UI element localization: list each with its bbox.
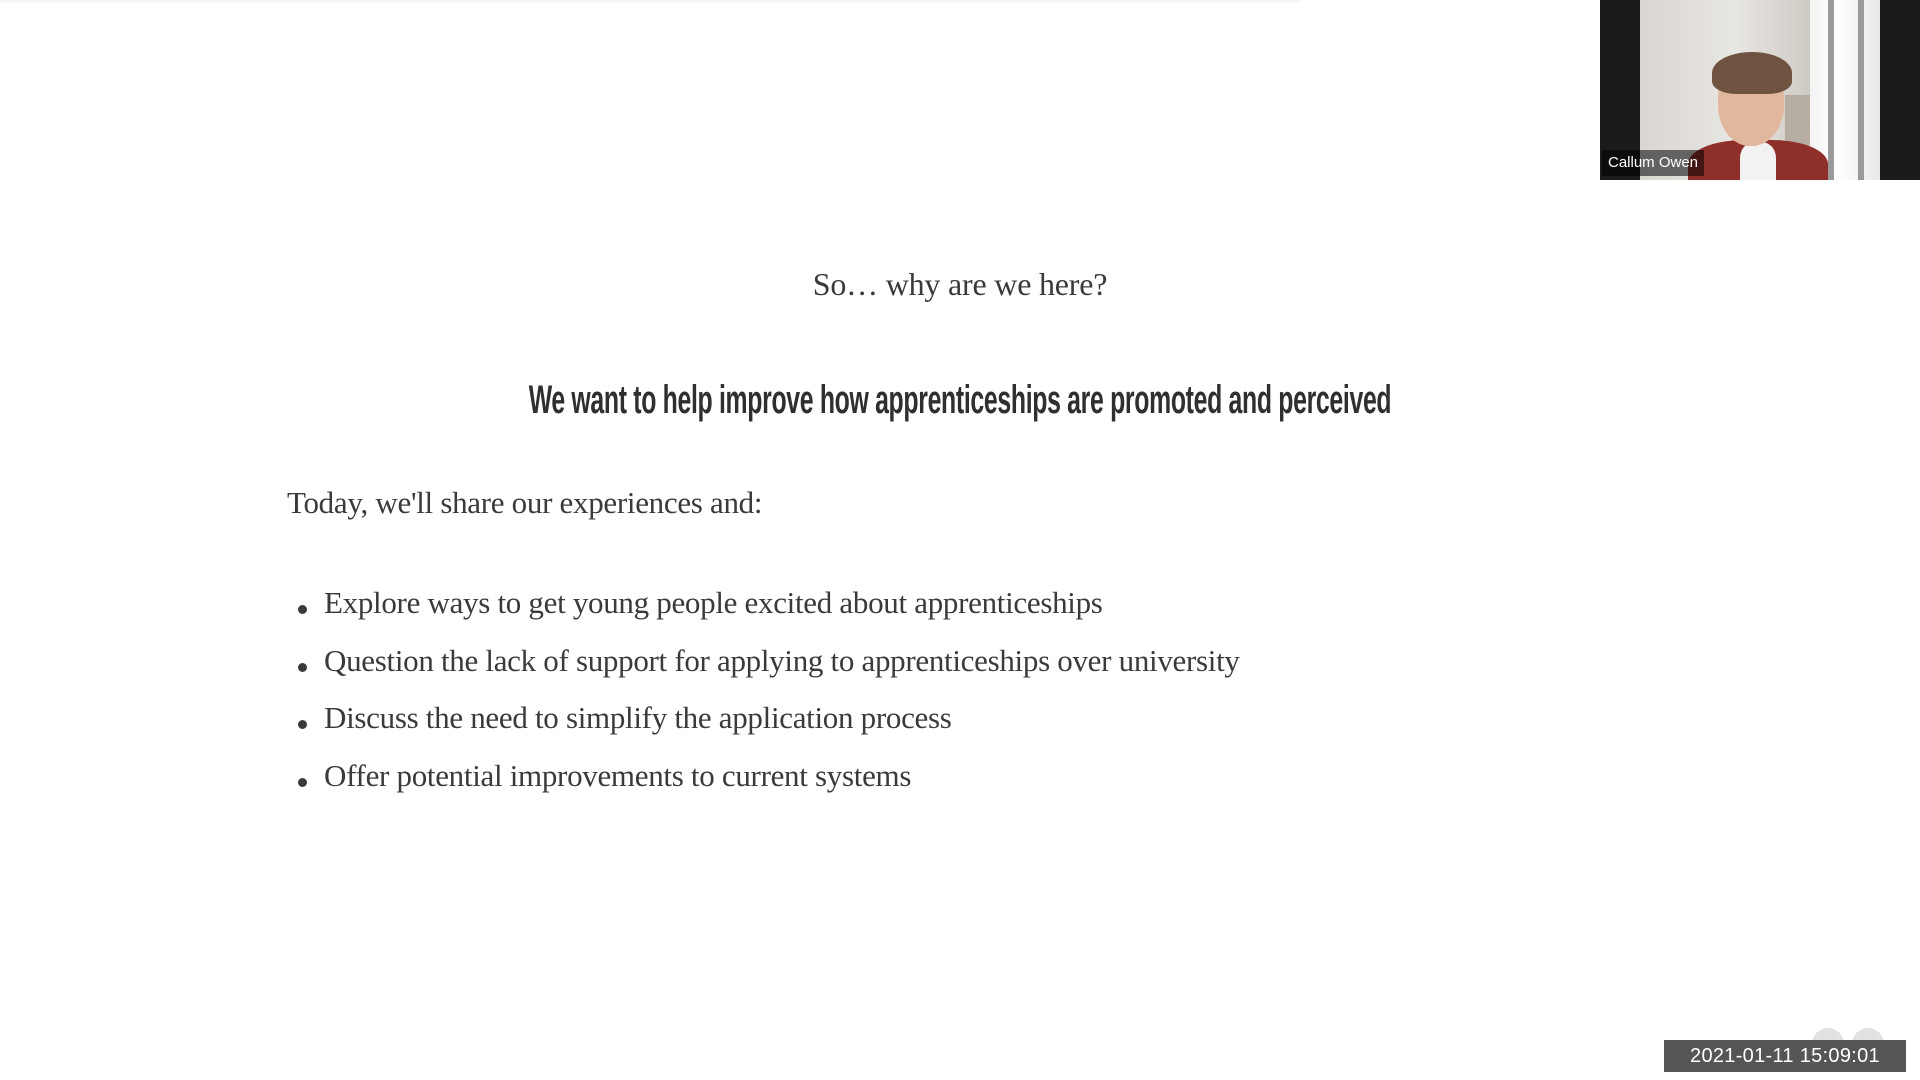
bullet-list [287, 585, 1240, 815]
bullet-dot-icon [298, 605, 307, 614]
slide-subtitle: So… why are we here? [812, 266, 1108, 302]
bullet-text: Offer potential improvements to current systems [324, 757, 912, 793]
background-shelf [1785, 95, 1810, 145]
slide-headline: We want to help improve how apprenticeships are promoted and perceived [528, 378, 1392, 422]
slide-intro-text: Today, we'll share our experiences and: [287, 485, 763, 520]
window-bar [1858, 0, 1864, 180]
bullet-dot-icon [298, 663, 307, 672]
bullet-dot-icon [298, 720, 307, 729]
bullet-item [287, 758, 1240, 816]
bullet-item [287, 643, 1240, 701]
recording-timestamp: 2021-01-11 15:09:01 [1664, 1040, 1906, 1072]
bullet-dot-icon [298, 778, 307, 787]
bullet-text: Discuss the need to simplify the application process [324, 700, 952, 735]
bullet-text: Explore ways to get young people excited about apprenticeships [324, 585, 1103, 620]
bullet-item [287, 585, 1240, 643]
person-hair [1712, 52, 1792, 94]
bullet-text: Question the lack of support for applying to apprenticeships over university [324, 642, 1240, 678]
top-divider [0, 0, 1300, 4]
participant-video-tile[interactable] [1600, 0, 1920, 180]
bullet-item [287, 700, 1240, 758]
person-shirt [1740, 142, 1776, 180]
participant-name-label: Callum Owen [1602, 150, 1704, 176]
window-bar [1828, 0, 1834, 180]
